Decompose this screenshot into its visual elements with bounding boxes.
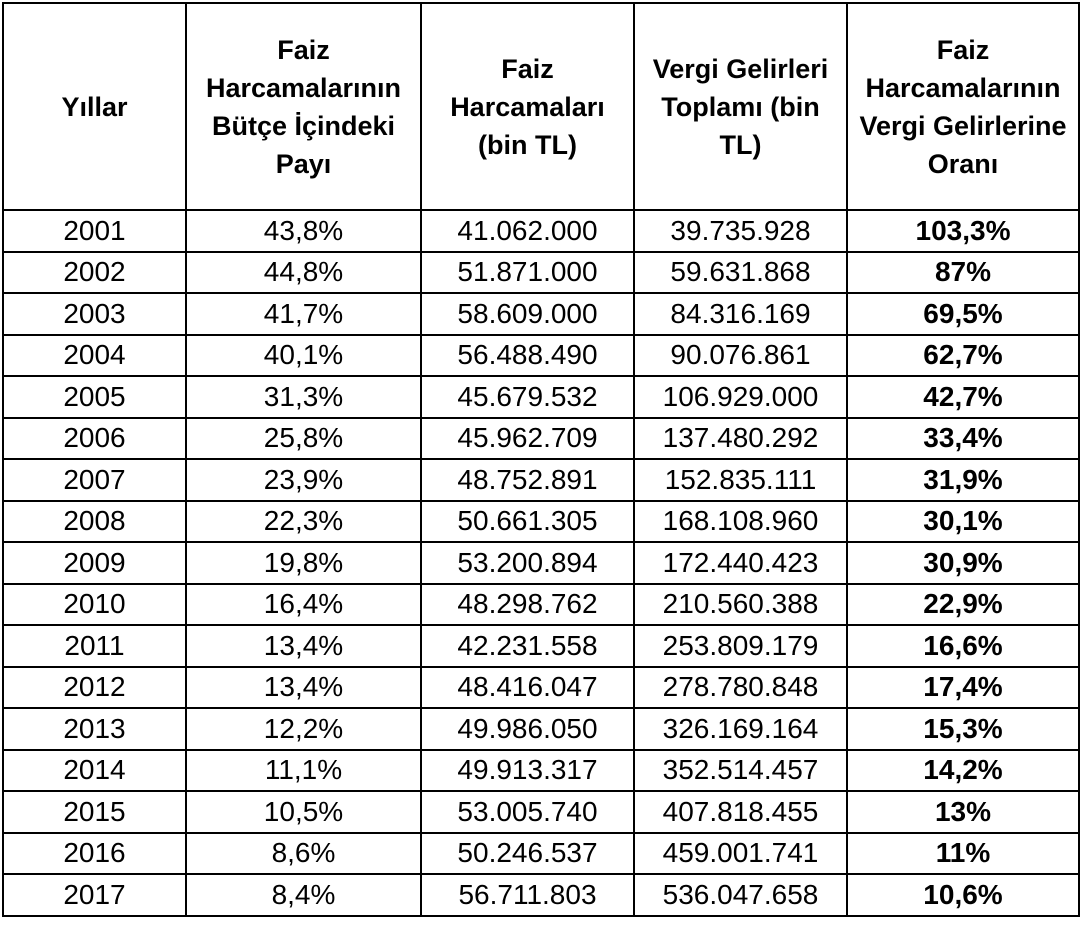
cell-tax-revenue: 168.108.960 (634, 501, 847, 543)
cell-tax-revenue: 459.001.741 (634, 833, 847, 875)
cell-budget-share: 43,8% (186, 210, 421, 252)
cell-budget-share: 31,3% (186, 376, 421, 418)
cell-budget-share: 19,8% (186, 542, 421, 584)
cell-interest-to-tax-ratio: 22,9% (847, 584, 1079, 626)
cell-interest-to-tax-ratio: 11% (847, 833, 1079, 875)
cell-tax-revenue: 172.440.423 (634, 542, 847, 584)
table-row (3, 252, 1079, 294)
cell-budget-share: 16,4% (186, 584, 421, 626)
table-row (3, 376, 1079, 418)
cell-year: 2015 (3, 791, 186, 833)
interest-tax-table (2, 2, 1080, 917)
header-interest-to-tax-ratio: Faiz Harcamalarının Vergi Gelirlerine Oranı (847, 3, 1079, 210)
cell-year: 2016 (3, 833, 186, 875)
cell-interest-to-tax-ratio: 14,2% (847, 750, 1079, 792)
cell-year: 2007 (3, 459, 186, 501)
cell-tax-revenue: 253.809.179 (634, 625, 847, 667)
cell-year: 2013 (3, 708, 186, 750)
cell-interest-to-tax-ratio: 17,4% (847, 667, 1079, 709)
cell-budget-share: 40,1% (186, 335, 421, 377)
cell-year: 2009 (3, 542, 186, 584)
cell-budget-share: 10,5% (186, 791, 421, 833)
cell-interest-to-tax-ratio: 10,6% (847, 874, 1079, 916)
table-row (3, 874, 1079, 916)
cell-interest-expenditure: 45.679.532 (421, 376, 634, 418)
table-row (3, 418, 1079, 460)
cell-year: 2005 (3, 376, 186, 418)
cell-tax-revenue: 90.076.861 (634, 335, 847, 377)
cell-interest-to-tax-ratio: 31,9% (847, 459, 1079, 501)
cell-interest-expenditure: 53.200.894 (421, 542, 634, 584)
header-row (3, 3, 1079, 210)
cell-interest-to-tax-ratio: 87% (847, 252, 1079, 294)
table-row (3, 708, 1079, 750)
cell-year: 2003 (3, 293, 186, 335)
cell-budget-share: 25,8% (186, 418, 421, 460)
table-row (3, 667, 1079, 709)
table-row (3, 542, 1079, 584)
cell-year: 2010 (3, 584, 186, 626)
header-budget-share: Faiz Harcamalarının Bütçe İçindeki Payı (186, 3, 421, 210)
cell-interest-expenditure: 58.609.000 (421, 293, 634, 335)
table-header (3, 3, 1079, 210)
cell-year: 2006 (3, 418, 186, 460)
cell-tax-revenue: 59.631.868 (634, 252, 847, 294)
cell-interest-expenditure: 48.298.762 (421, 584, 634, 626)
cell-tax-revenue: 278.780.848 (634, 667, 847, 709)
header-interest-expenditure: Faiz Harcamaları (bin TL) (421, 3, 634, 210)
table-row (3, 210, 1079, 252)
table-row (3, 501, 1079, 543)
cell-tax-revenue: 536.047.658 (634, 874, 847, 916)
table-row (3, 335, 1079, 377)
table-row (3, 293, 1079, 335)
cell-budget-share: 22,3% (186, 501, 421, 543)
cell-tax-revenue: 152.835.111 (634, 459, 847, 501)
table-row (3, 833, 1079, 875)
cell-budget-share: 11,1% (186, 750, 421, 792)
cell-tax-revenue: 210.560.388 (634, 584, 847, 626)
cell-interest-expenditure: 48.416.047 (421, 667, 634, 709)
cell-interest-to-tax-ratio: 13% (847, 791, 1079, 833)
cell-interest-expenditure: 50.246.537 (421, 833, 634, 875)
cell-year: 2011 (3, 625, 186, 667)
cell-budget-share: 23,9% (186, 459, 421, 501)
table-row (3, 459, 1079, 501)
table-row (3, 584, 1079, 626)
header-tax-revenue-total: Vergi Gelirleri Toplamı (bin TL) (634, 3, 847, 210)
cell-interest-expenditure: 56.711.803 (421, 874, 634, 916)
cell-year: 2002 (3, 252, 186, 294)
cell-budget-share: 8,6% (186, 833, 421, 875)
cell-budget-share: 8,4% (186, 874, 421, 916)
cell-interest-to-tax-ratio: 16,6% (847, 625, 1079, 667)
cell-year: 2008 (3, 501, 186, 543)
cell-interest-expenditure: 45.962.709 (421, 418, 634, 460)
cell-year: 2017 (3, 874, 186, 916)
cell-budget-share: 13,4% (186, 625, 421, 667)
cell-interest-expenditure: 53.005.740 (421, 791, 634, 833)
cell-tax-revenue: 352.514.457 (634, 750, 847, 792)
cell-interest-expenditure: 49.913.317 (421, 750, 634, 792)
cell-budget-share: 41,7% (186, 293, 421, 335)
cell-interest-to-tax-ratio: 69,5% (847, 293, 1079, 335)
table-row (3, 750, 1079, 792)
table-body (3, 210, 1079, 916)
cell-interest-to-tax-ratio: 103,3% (847, 210, 1079, 252)
cell-budget-share: 12,2% (186, 708, 421, 750)
cell-year: 2001 (3, 210, 186, 252)
cell-tax-revenue: 137.480.292 (634, 418, 847, 460)
cell-budget-share: 44,8% (186, 252, 421, 294)
table-row (3, 791, 1079, 833)
header-years: Yıllar (3, 3, 186, 210)
cell-tax-revenue: 39.735.928 (634, 210, 847, 252)
cell-year: 2012 (3, 667, 186, 709)
cell-interest-expenditure: 51.871.000 (421, 252, 634, 294)
cell-interest-to-tax-ratio: 30,1% (847, 501, 1079, 543)
cell-year: 2014 (3, 750, 186, 792)
cell-interest-to-tax-ratio: 15,3% (847, 708, 1079, 750)
cell-budget-share: 13,4% (186, 667, 421, 709)
cell-tax-revenue: 84.316.169 (634, 293, 847, 335)
cell-interest-expenditure: 42.231.558 (421, 625, 634, 667)
cell-interest-expenditure: 41.062.000 (421, 210, 634, 252)
cell-interest-to-tax-ratio: 42,7% (847, 376, 1079, 418)
cell-interest-to-tax-ratio: 33,4% (847, 418, 1079, 460)
cell-interest-expenditure: 56.488.490 (421, 335, 634, 377)
cell-interest-expenditure: 48.752.891 (421, 459, 634, 501)
cell-tax-revenue: 106.929.000 (634, 376, 847, 418)
cell-interest-to-tax-ratio: 30,9% (847, 542, 1079, 584)
cell-interest-expenditure: 49.986.050 (421, 708, 634, 750)
cell-year: 2004 (3, 335, 186, 377)
cell-interest-expenditure: 50.661.305 (421, 501, 634, 543)
cell-interest-to-tax-ratio: 62,7% (847, 335, 1079, 377)
cell-tax-revenue: 407.818.455 (634, 791, 847, 833)
table-row (3, 625, 1079, 667)
cell-tax-revenue: 326.169.164 (634, 708, 847, 750)
